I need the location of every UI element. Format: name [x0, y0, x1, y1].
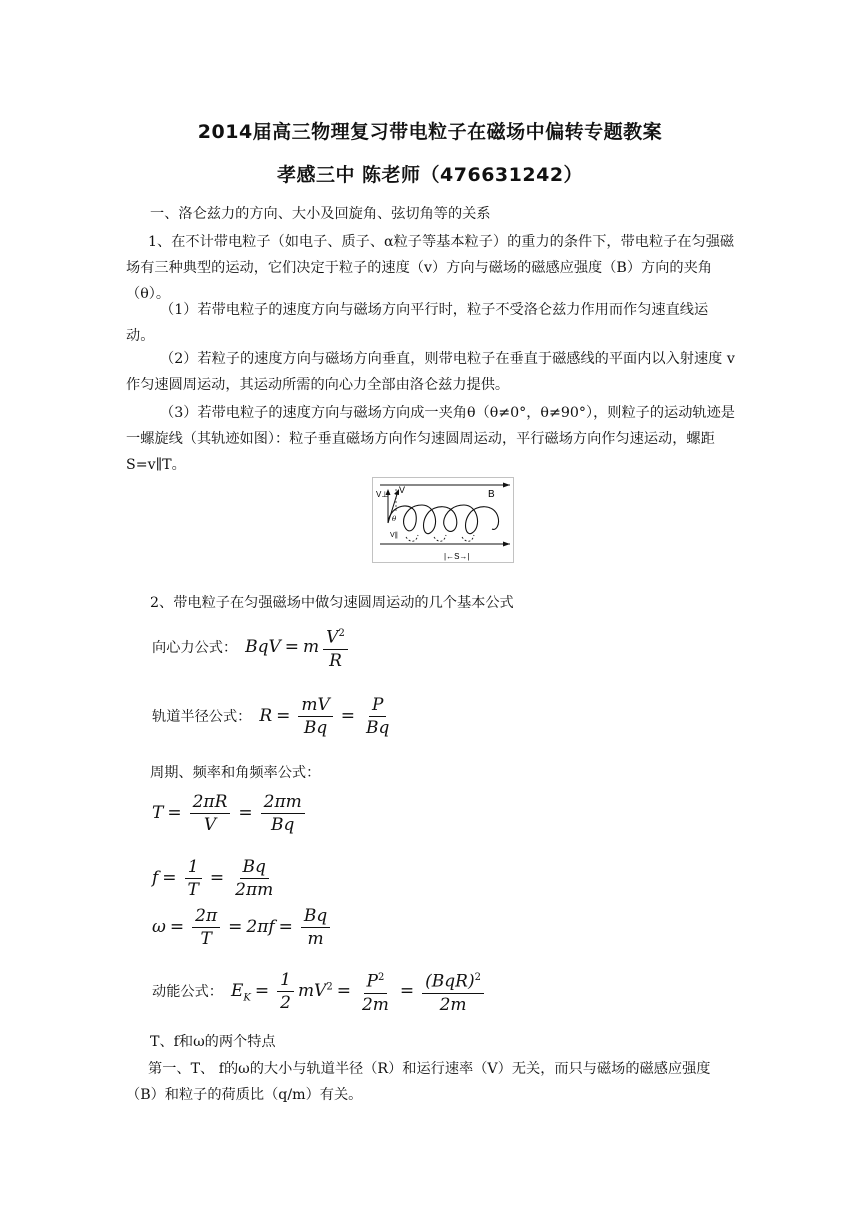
energy-label: 动能公式：: [152, 983, 223, 1000]
paragraph-case-3: （3）若带电粒子的速度方向与磁场方向成一夹角θ（θ≠0°，θ≠90°），则粒子的运动轨迹是一螺旋线（其轨迹如图）：粒子垂直磁场方向作匀速圆周运动，平行磁场方向作匀速运动，螺距 S=v∥T。: [126, 405, 735, 473]
helix-dashed-2: [434, 535, 446, 541]
paragraph-case-2: （2）若粒子的速度方向与磁场方向垂直，则带电粒子在垂直于磁感线的平面内以入射速度 v 作匀速圆周运动，其运动所需的向心力全部由洛仑兹力提供。: [126, 351, 735, 393]
document-title: 2014届高三物理复习带电粒子在磁场中偏转专题教案: [197, 121, 663, 143]
helix-path: [388, 505, 499, 534]
theta-label: θ: [392, 515, 397, 523]
radius-formula: 轨道半径公式： R = $\frac{mV}{Bq}$ = $\frac{P}{Bq}$: [152, 695, 390, 738]
radius-label: 轨道半径公式：: [152, 709, 252, 725]
features-heading: T、f和ω的两个特点: [150, 1034, 276, 1050]
document-subtitle: 孝感三中 陈老师（476631242）: [276, 164, 584, 186]
section-1-heading: 一、洛仑兹力的方向、大小及回旋角、弦切角等的关系: [150, 206, 491, 222]
feature-1-paragraph: 第一、T、 f的ω的大小与轨道半径（R）和运行速率（V）无关，而只与磁场的磁感应强度（B）和粒子的荷质比（q/m）有关。: [126, 1061, 711, 1103]
angular-frequency-formula: ω = $\frac{2\pi}{T}$ = 2πf = $\frac{Bq}{m}$: [152, 906, 334, 949]
kinetic-energy-formula: 动能公式： $E_K$ = $\frac{1}{2}$ $mV^2$ = $\frac{P^2}{2m}$ = $\frac{(BqR)^2}{2m}$: [152, 968, 488, 1015]
helix-dashed-3: [462, 535, 474, 541]
period-heading: 周期、频率和角频率公式：: [150, 765, 321, 781]
field-arrow-top: [503, 483, 510, 488]
field-arrow-bottom: [503, 542, 510, 547]
paragraph-case-1: （1）若带电粒子的速度方向与磁场方向平行时，粒子不受洛仑兹力作用而作匀速直线运动。: [126, 302, 709, 344]
v-label: V: [399, 485, 406, 495]
v-parallel-label: V∥: [390, 532, 399, 539]
period-formula: T = $\frac{2\pi R}{V}$ = $\frac{2\pi m}{Bq}$: [152, 792, 309, 835]
centripetal-label: 向心力公式：: [152, 639, 238, 656]
helix-dashed-1: [406, 535, 418, 541]
frequency-formula: f = $\frac{1}{T}$ = $\frac{Bq}{2\pi m}$: [152, 857, 274, 900]
field-b-label: B: [488, 489, 495, 500]
section-2-heading: 2、带电粒子在匀强磁场中做匀速圆周运动的几个基本公式: [150, 595, 514, 611]
v-perp-label: V⊥: [376, 490, 389, 499]
centripetal-formula: 向心力公式： BqV = m $\frac{V^2}{R}$: [152, 624, 352, 671]
pitch-s-label: |←S→|: [444, 552, 470, 561]
helix-trajectory-diagram: [372, 477, 514, 563]
paragraph-1: 1、在不计带电粒子（如电子、质子、α粒子等基本粒子）的重力的条件下，带电粒子在匀强磁场有三种典型的运动，它们决定于粒子的速度（v）方向与磁场的磁感应强度（B）方向的夹角（θ）。: [126, 234, 735, 302]
